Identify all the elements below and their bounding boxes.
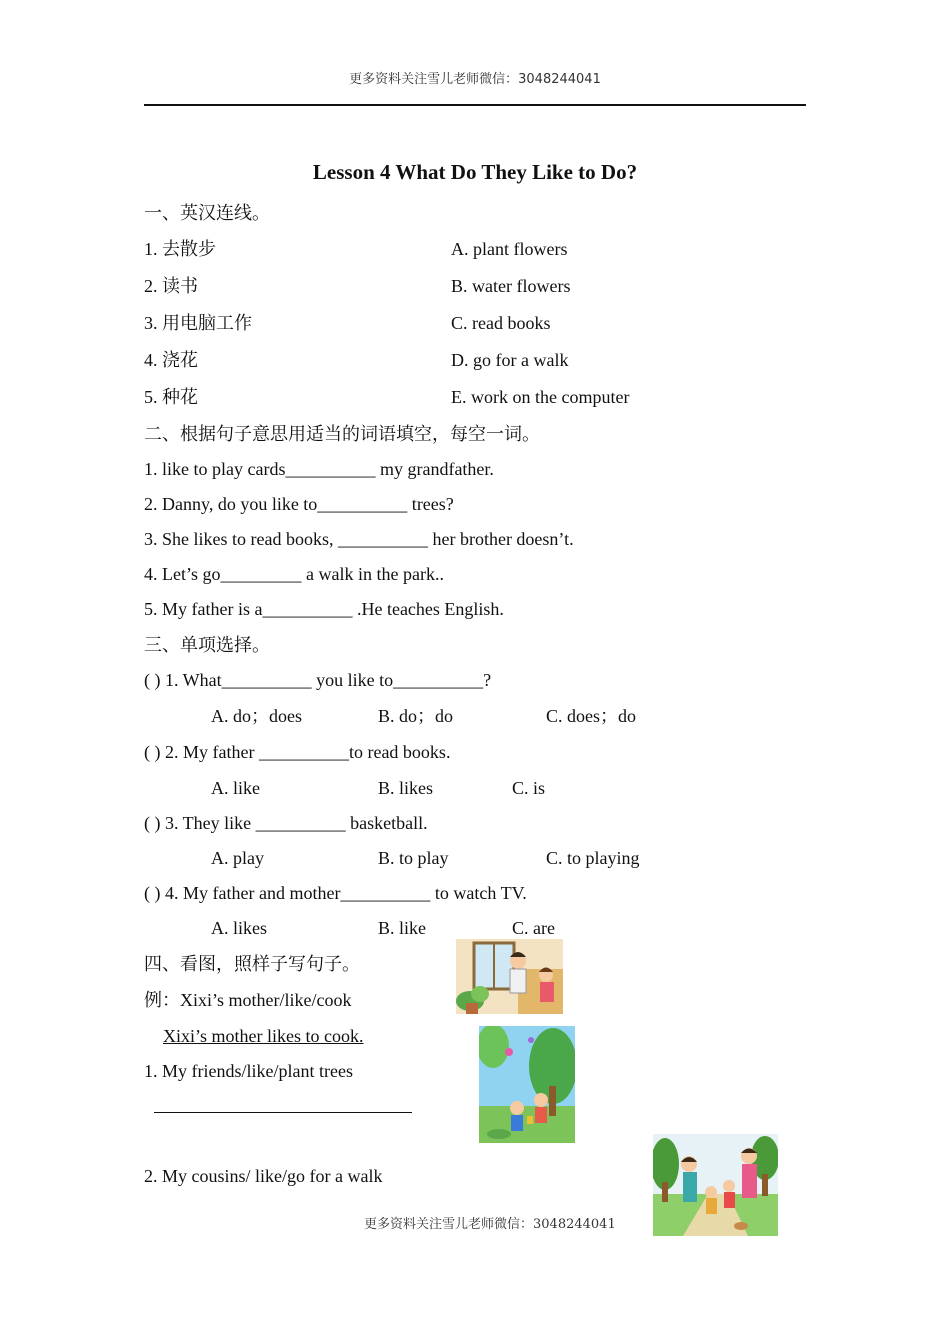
choice-q1-opt-c: C. does；do [546,706,636,726]
match-right-a: A. plant flowers [451,239,568,259]
section-3-heading: 三、单项选择。 [144,635,270,655]
planting-trees-illustration [479,1026,575,1143]
header-rule [144,104,806,106]
fill-item-4: 4. Let’s go_________ a walk in the park.. [144,564,444,584]
choice-q1-opt-b: B. do；do [378,706,454,726]
picture-question-2: 2. My cousins/ like/go for a walk [144,1166,383,1186]
page-footer: 更多资料关注雪儿老师微信：3048244041 [364,1217,616,1232]
match-right-b: B. water flowers [451,276,571,296]
picture-question-1: 1. My friends/like/plant trees [144,1061,353,1081]
section-1-heading: 一、英汉连线。 [144,203,270,223]
match-left-1: 1. 去散步 [144,239,216,259]
match-left-5: 5. 种花 [144,387,198,407]
choice-q3-opt-a: A. play [211,848,264,868]
choice-q4-stem: ( ) 4. My father and mother__________ to watch TV. [144,883,527,903]
match-right-c: C. read books [451,313,551,333]
lesson-title: Lesson 4 What Do They Like to Do? [312,160,638,184]
fill-item-3: 3. She likes to read books, __________ her brother doesn’t. [144,529,574,549]
match-right-e: E. work on the computer [451,387,630,407]
choice-q3-stem: ( ) 3. They like __________ basketball. [144,813,428,833]
cooking-illustration [456,939,563,1014]
example-prompt: 例：Xixi’s mother/like/cook [144,990,352,1010]
choice-q4-opt-c: C. are [512,918,555,938]
match-left-2: 2. 读书 [144,276,198,296]
example-answer: Xixi’s mother likes to cook. [163,1026,364,1046]
choice-q2-opt-c: C. is [512,778,546,798]
fill-item-2: 2. Danny, do you like to__________ trees? [144,494,454,514]
match-left-4: 4. 浇花 [144,350,198,370]
choice-q1-opt-a: A. do；does [211,706,302,726]
choice-q1-stem: ( ) 1. What__________ you like to__________? [144,670,492,690]
fill-item-5: 5. My father is a__________ .He teaches English. [144,599,504,619]
choice-q2-opt-b: B. likes [378,778,434,798]
family-walk-illustration [653,1134,778,1236]
page-header: 更多资料关注雪儿老师微信：3048244041 [349,72,601,87]
choice-q3-opt-b: B. to play [378,848,449,868]
choice-q2-opt-a: A. like [211,778,260,798]
match-left-3: 3. 用电脑工作 [144,313,252,333]
answer-line-1 [154,1112,412,1113]
fill-item-1: 1. like to play cards__________ my grandfather. [144,459,494,479]
choice-q3-opt-c: C. to playing [546,848,640,868]
choice-q4-opt-a: A. likes [211,918,267,938]
section-2-heading: 二、根据句子意思用适当的词语填空，每空一词。 [144,424,540,444]
match-right-d: D. go for a walk [451,350,569,370]
choice-q4-opt-b: B. like [378,918,426,938]
choice-q2-stem: ( ) 2. My father __________to read books. [144,742,451,762]
section-4-heading: 四、看图，照样子写句子。 [144,954,360,974]
